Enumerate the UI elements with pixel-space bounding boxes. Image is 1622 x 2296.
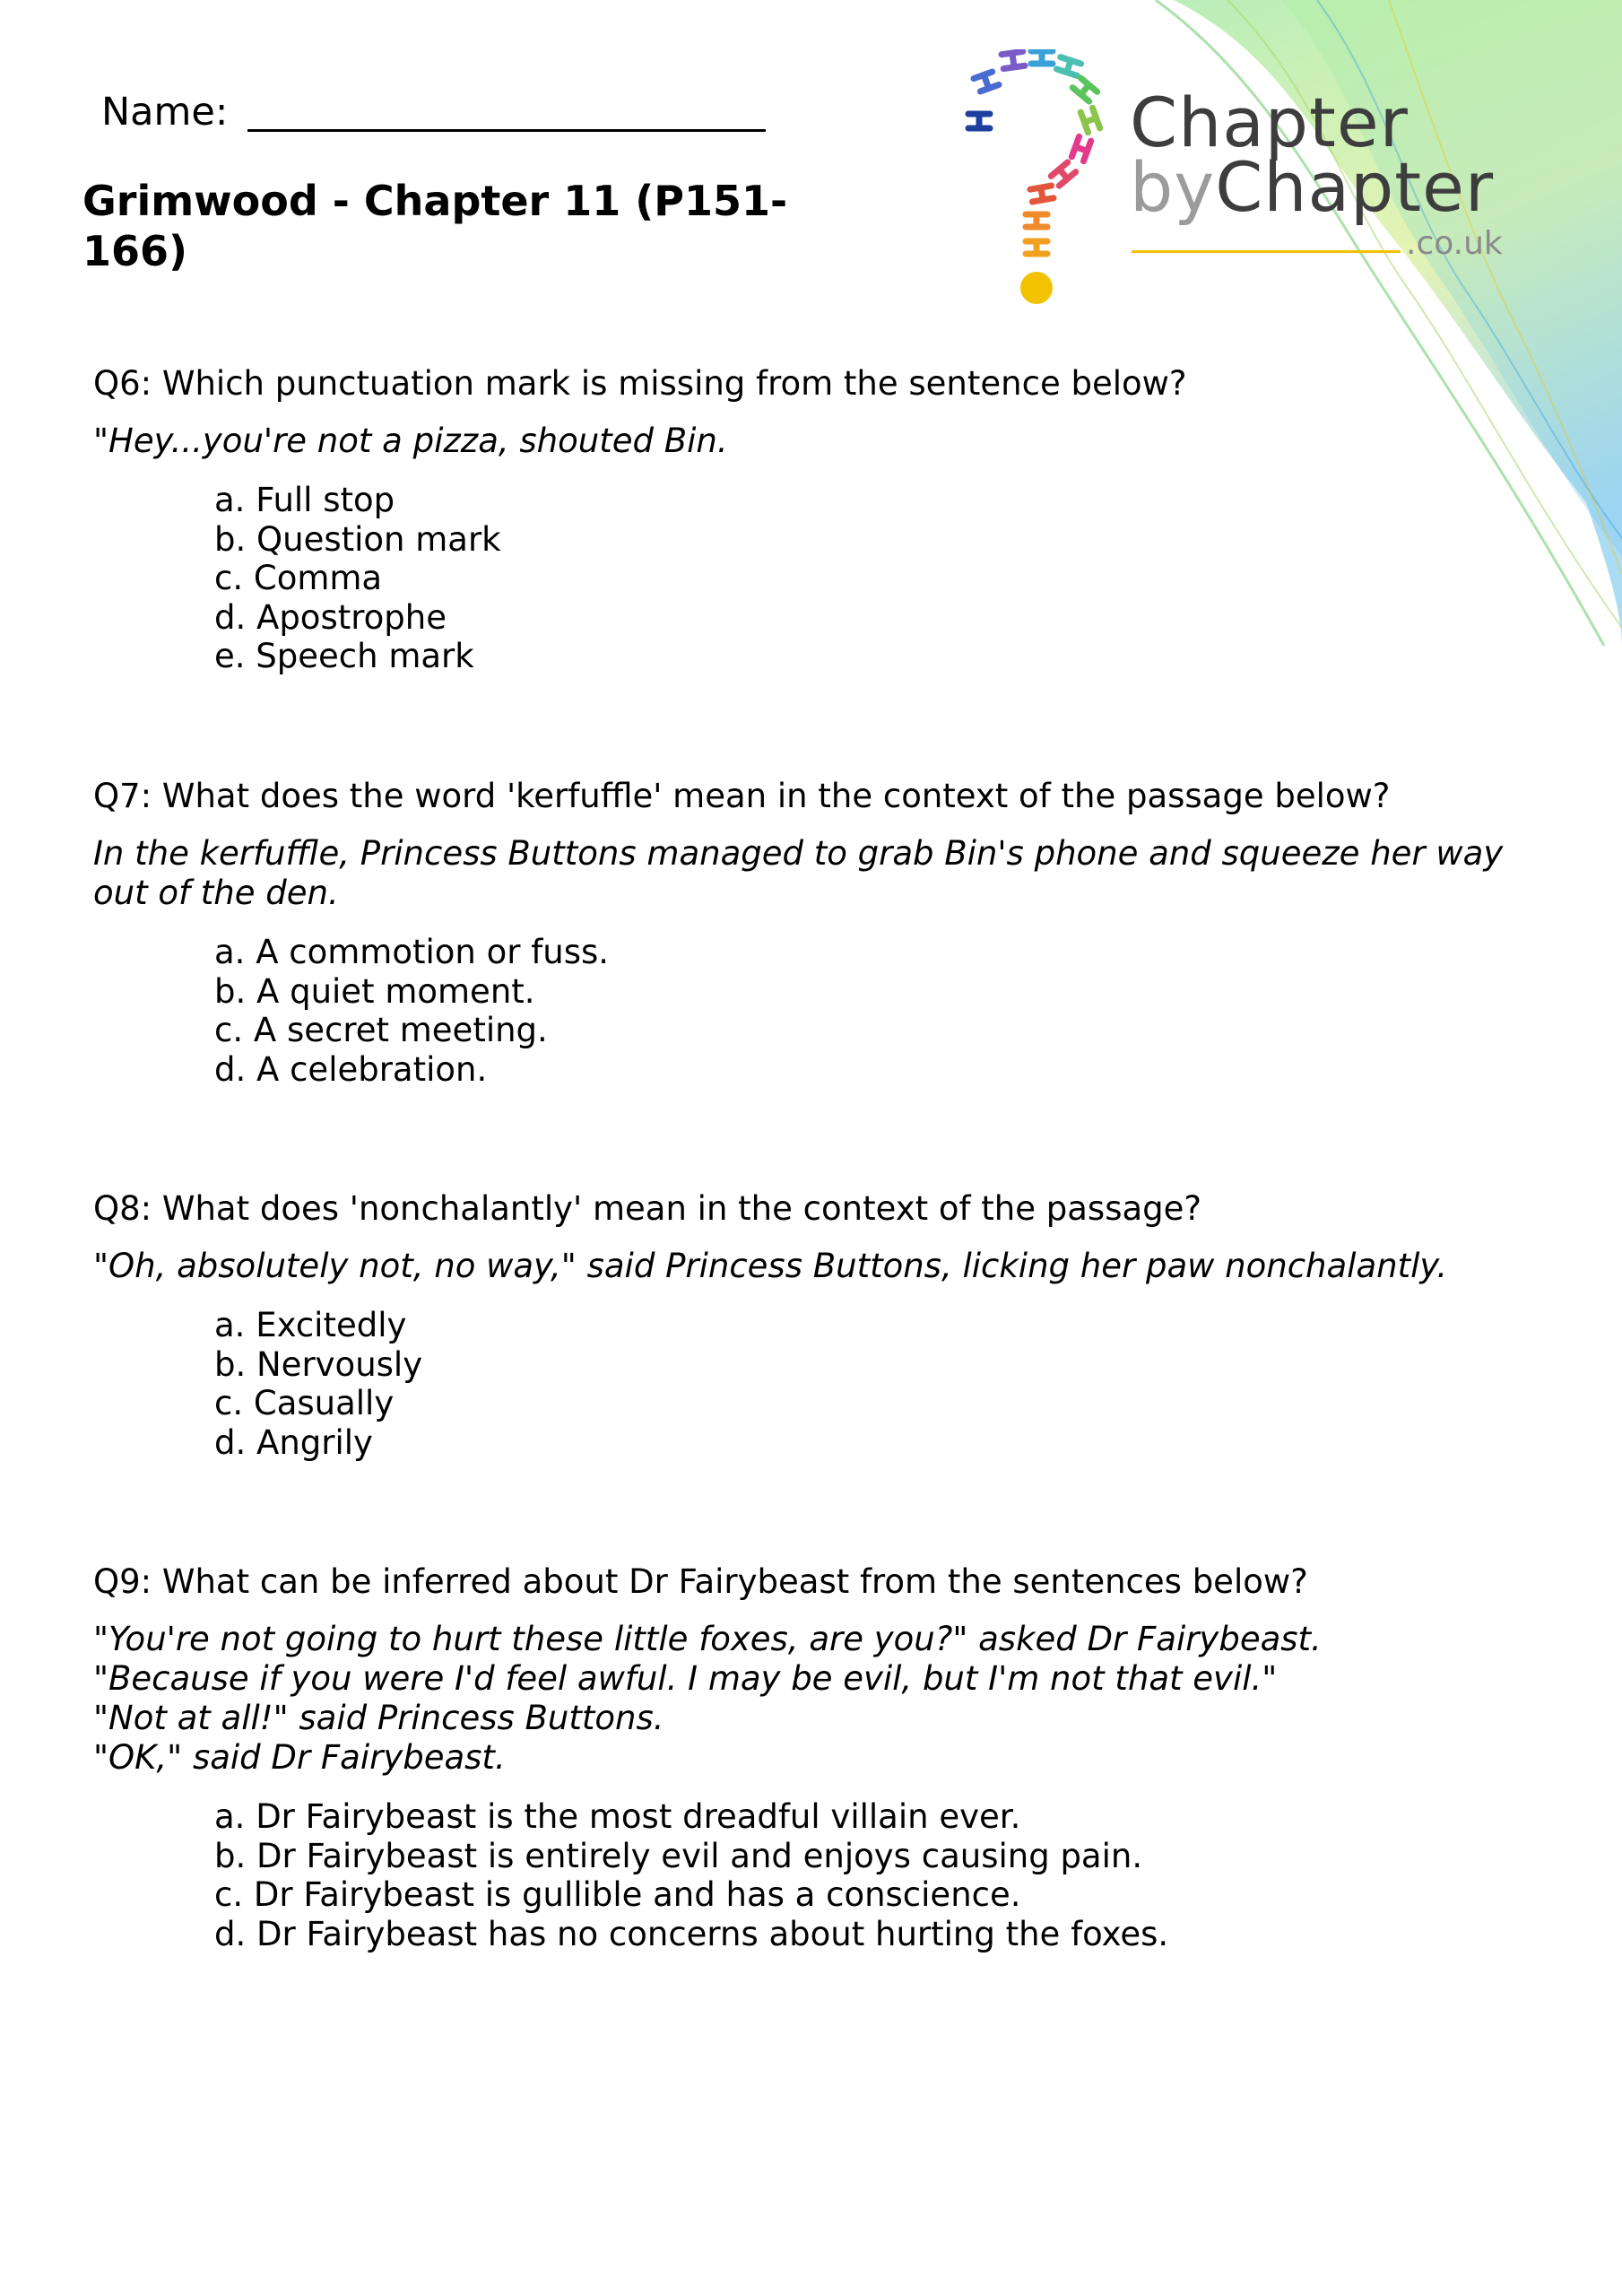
answer-options [214,1797,1528,1953]
question-6 [93,364,1528,676]
answer-option[interactable]: b. Dr Fairybeast is entirely evil and enjoys causing pain. [214,1836,1143,1875]
question-text: Q7: What does the word 'kerfuffle' mean in the context of the passage below? [93,777,1391,815]
answer-option[interactable]: a. Excitedly [214,1306,407,1344]
answer-option[interactable]: a. Dr Fairybeast is the most dreadful villain ever. [214,1797,1021,1836]
answer-options [214,933,1528,1089]
logo [959,49,1533,318]
answer-options [214,1306,1528,1462]
answer-option[interactable]: b. Nervously [214,1344,423,1384]
question-9 [93,1562,1528,1953]
question-text: Q6: Which punctuation mark is missing from the sentence below? [93,364,1187,403]
logo-word-chapter: Chapter [1130,83,1409,162]
answer-option[interactable]: b. A quiet moment. [214,971,535,1011]
logo-word-bychapter [1130,147,1495,227]
answer-option[interactable]: d. Angrily [214,1422,373,1462]
name-blank-line[interactable] [247,129,766,132]
answer-option[interactable]: a. A commotion or fuss. [214,933,610,971]
answer-option[interactable]: c. A secret meeting. [214,1011,548,1049]
question-text: Q9: What can be inferred about Dr Fairybeast from the sentences below? [93,1562,1308,1601]
question-mark-books-icon [959,49,1121,309]
question-8 [93,1189,1528,1462]
name-field [101,90,766,135]
page-title: Grimwood - Chapter 11 (P151-166) [82,177,788,275]
answer-option[interactable]: c. Comma [214,559,383,597]
question-passage: "You're not going to hurt these little foxes, are you?" asked Dr Fairybeast. "Because if you were I'd feel awful. I may be evil, but I'm not that evil." "Not at all!" said Princess Buttons. "OK," said Dr Fairybeast. [93,1620,1322,1777]
question-passage: "Oh, absolutely not, no way," said Princess Buttons, licking her paw nonchalantly. [93,1247,1448,1285]
logo-domain: .co.uk [1406,225,1503,262]
answer-option[interactable]: b. Question mark [214,519,501,559]
question-passage: In the kerfuffle, Princess Buttons managed to grab Bin's phone and squeeze her way out of the den. [93,834,1504,912]
question-text: Q8: What does 'nonchalantly' mean in the context of the passage? [93,1189,1202,1228]
logo-wordmark [1130,83,1495,227]
answer-option[interactable]: d. Dr Fairybeast has no concerns about hurting the foxes. [214,1914,1169,1953]
question-7 [93,777,1528,1089]
question-passage: "Hey...you're not a pizza, shouted Bin. [93,422,728,460]
logo-word-chapter-2: Chapter [1215,147,1495,227]
answer-option[interactable]: d. A celebration. [214,1049,488,1089]
answer-option[interactable]: d. Apostrophe [214,597,447,637]
answer-option[interactable]: c. Dr Fairybeast is gullible and has a conscience. [214,1875,1021,1914]
name-label: Name: [101,90,229,135]
answer-option[interactable]: e. Speech mark [214,637,474,675]
logo-underline [1132,250,1401,253]
answer-option[interactable]: a. Full stop [214,481,395,519]
answer-option[interactable]: c. Casually [214,1384,395,1422]
logo-word-by: by [1130,147,1216,227]
answer-options [214,481,1528,676]
